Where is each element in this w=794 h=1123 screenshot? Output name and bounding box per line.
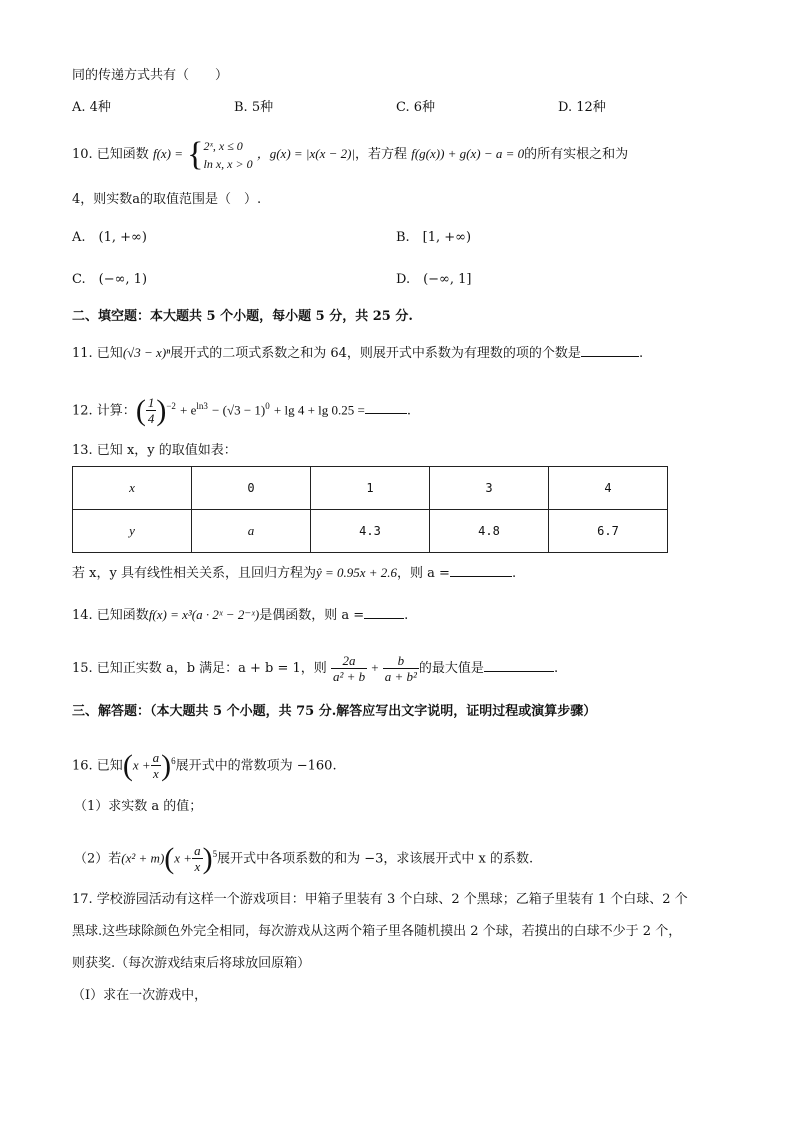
q10-number: 10. 已知函数 (72, 147, 149, 162)
q15-stem (72, 648, 558, 689)
q9-tail: 同的传递方式共有（ ） (72, 68, 229, 83)
table-cell: 6.7 (549, 510, 668, 553)
q10-stem: 10. 已知函数 f(x) = { 2ˣ, x ≤ 0 ln x, x > 0 ，g(x) = |x(x − 2)|，若方程 f(g(x)) + g(x) − a = 0的所有实根之和为 (72, 135, 629, 173)
q15-fraction-1 (331, 653, 367, 684)
q16-post: 展开式中的常数项为 −160. (175, 758, 337, 774)
q12-exp3: 0 (265, 401, 270, 411)
q9-option-d: D. 12种 (558, 100, 606, 115)
q13-table (72, 466, 668, 553)
q13-question (72, 562, 516, 584)
q10-case-1: 2ˣ, x ≤ 0 (203, 138, 243, 153)
q12-stem: 12. 计算：( $\frac{1}{4}$ )$^{-2} + e^{ln3} - (√3 - 1)^0 + \lg 4 + \lg 0.25$ = . (72, 393, 412, 427)
q10-piecewise (203, 137, 252, 173)
q11-answer-blank[interactable] (581, 342, 639, 357)
q13-answer-blank[interactable] (450, 562, 512, 577)
q16-part2: （2）若(x² + m)(x + $\frac{a}{x}$ )$^5$展开式中各项系数的和为 −3，求该展开式中 x 的系数. (74, 841, 534, 875)
q14-end: . (404, 608, 409, 623)
q15-answer-blank[interactable] (484, 657, 554, 672)
q16-p2-a: (x² + m) (121, 850, 165, 866)
q10-line2: 4，则实数a的取值范围是（ ）. (72, 192, 262, 207)
q15-plus: + (371, 660, 379, 675)
q10-equation: f(g(x)) + g(x) − a = 0 (411, 146, 525, 161)
table-cell: 4.3 (311, 510, 430, 553)
q12-end: . (406, 403, 412, 419)
q17-line4: （I）求在一次游戏中， (72, 988, 208, 1003)
q11-end: . (638, 346, 644, 361)
table-cell: x (73, 467, 192, 510)
q13-end: . (511, 566, 517, 581)
q15-f2-num: b (383, 653, 419, 669)
q12-answer-blank[interactable] (365, 399, 407, 414)
q17-line3: 则获奖.（每次游戏结束后将球放回原箱） (72, 956, 311, 971)
q12-rest: + e (180, 402, 197, 418)
q16-frac-num: a (152, 750, 160, 766)
q14-answer-blank[interactable] (364, 604, 404, 619)
q14-pre: 14. 已知函数 (72, 608, 149, 623)
q15-f1-num: 2a (331, 653, 367, 669)
table-cell: a (192, 510, 311, 553)
q12-pre: 12. 计算： (72, 403, 136, 419)
q17-line1: 17. 学校游园活动有这样一个游戏项目：甲箱子里装有 3 个白球、2 个黑球；乙箱子里装有 1 个白球、2 个 (72, 892, 688, 907)
q12-fraction (146, 395, 157, 426)
table-cell: y (73, 510, 192, 553)
q15-post: 的最大值是 (418, 661, 484, 676)
q16-stem: 16. 已知(x + $\frac{a}{x}$ )$^6$展开式中的常数项为 −160. (72, 748, 337, 782)
q10-option-a: A. (1, +∞) (72, 230, 147, 245)
q17-line2: 黑球.这些球除颜色外完全相同，每次游戏从这两个箱子里各随机摸出 2 个球，若摸出的白球不少于 2 个， (72, 924, 682, 939)
q16-fraction (151, 750, 162, 781)
q9-option-a: A. 4种 (72, 100, 111, 115)
q10-option-b: B. [1, +∞) (396, 230, 472, 245)
q10-case-2: ln x, x > 0 (203, 156, 253, 171)
q14-expr: f(x) = x³(a · 2ˣ − 2⁻ˣ) (148, 607, 260, 622)
q15-fraction-2 (383, 653, 419, 684)
brace: { (187, 135, 204, 173)
q16-p2-fraction (192, 843, 203, 874)
q11-stem (72, 342, 643, 364)
q16-p2-exp: 5 (212, 849, 218, 859)
q10-tail: 的所有实根之和为 (524, 147, 629, 162)
q13-text-pre: 若 x，y 具有线性相关关系，且回归方程为 (72, 566, 316, 581)
q16-p2-post: 展开式中各项系数的和为 −3，求该展开式中 x 的系数. (217, 851, 534, 867)
q11-expr: (√3 − x)ⁿ (122, 345, 171, 360)
q16-p2-pre: （2）若 (74, 851, 122, 867)
q16-part1: （1）求实数 a 的值； (74, 799, 203, 814)
q11-pre: 11. 已知 (72, 346, 123, 361)
q13-text-post: ，则 a = (397, 566, 450, 581)
q15-f2-den: a + b² (384, 669, 417, 684)
q15-pre: 15. 已知正实数 a，b 满足：a + b = 1，则 (72, 661, 327, 676)
q9-option-c: C. 6种 (396, 100, 436, 115)
table-row (73, 510, 668, 553)
q16-p2-frac-num: a (194, 843, 201, 859)
q10-option-c: C. (−∞, 1) (72, 272, 148, 287)
q10-g-def: ，g(x) = |x(x − 2)| (256, 146, 356, 161)
q12-frac-num: 1 (147, 395, 155, 411)
q13-regression: ŷ = 0.95x + 2.6 (315, 565, 398, 580)
q16-frac-den: x (152, 766, 159, 782)
section-heading-fill-in: 二、填空题：本大题共 5 个小题，每小题 5 分，共 25 分. (72, 309, 413, 324)
q11-post: 展开式的二项式系数之和为 64，则展开式中系数为有理数的项的个数是 (170, 346, 581, 361)
q14-post: 是偶函数，则 a = (259, 608, 365, 623)
q12-exp1: −2 (166, 401, 176, 411)
q16-p2-frac-den: x (194, 859, 201, 875)
q14-stem (72, 604, 408, 626)
q12-rest2: − (√3 − 1) (212, 402, 266, 418)
q16-exp: 6 (171, 756, 176, 766)
q12-frac-den: 4 (147, 411, 155, 427)
q13-intro: 13. 已知 x，y 的取值如表： (72, 443, 237, 458)
q10-mid: ，若方程 (355, 147, 408, 162)
table-cell: 4.8 (430, 510, 549, 553)
q16-pre: 16. 已知 (72, 758, 123, 774)
table-row (73, 467, 668, 510)
table-cell: 0 (192, 467, 311, 510)
q9-option-b: B. 5种 (234, 100, 274, 115)
q10-option-d: D. (−∞, 1] (396, 272, 472, 287)
table-cell: 3 (430, 467, 549, 510)
q12-rest3: + lg 4 + lg 0.25 = (273, 402, 365, 418)
table-cell: 1 (311, 467, 430, 510)
q12-exp2: ln3 (196, 401, 208, 411)
section-heading-solutions: 三、解答题：（本大题共 5 个小题，共 75 分.解答应写出文字说明，证明过程或演算步骤） (72, 704, 597, 719)
q15-end: . (553, 661, 559, 676)
table-cell: 4 (549, 467, 668, 510)
q15-f1-den: a² + b (332, 669, 366, 684)
